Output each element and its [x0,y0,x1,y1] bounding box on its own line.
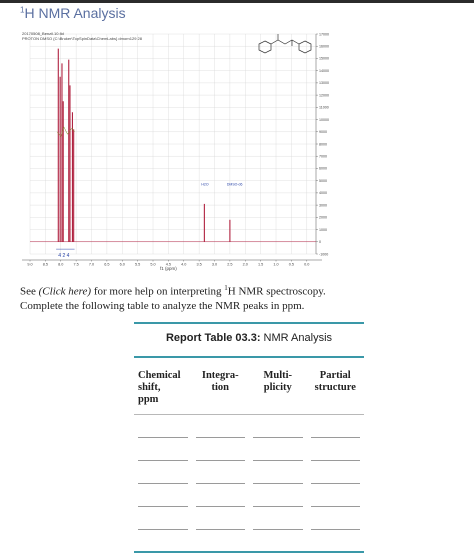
click-here-link[interactable]: (Click here) [38,285,92,298]
y-tick-label: 9000 [319,130,327,135]
y-tick-label: 10000 [319,117,329,122]
integration-input[interactable] [192,461,250,484]
x-tick-label: 4.5 [165,262,172,267]
integration-input[interactable] [192,507,250,530]
x-tick-label: 0.5 [288,262,295,267]
help-text: See (Click here) for more help on interpreting $^1$H NMR spectroscopy. [20,284,326,298]
table-input-row [134,461,364,484]
chemical-shift-input[interactable] [134,530,192,553]
y-tick-label: 6000 [319,166,327,171]
partial-structure-input[interactable] [307,461,365,484]
x-tick-label: 4.0 [181,262,187,267]
table-header-row [134,358,364,414]
peak-label-h2o: H2O [201,182,209,187]
y-tick-label: 16000 [319,44,329,49]
chemical-shift-input[interactable] [134,484,192,507]
x-tick-label: 0.0 [304,262,310,267]
table-input-row [134,507,364,530]
chemical-shift-input[interactable] [134,438,192,461]
x-tick-label: 1.0 [273,262,279,267]
chemical-shift-input[interactable] [134,415,192,438]
y-tick-label: 14000 [319,68,329,73]
header-chemical-shift: Chemical shift, ppm [138,370,181,405]
spectrum-background [18,28,340,274]
x-tick-label: 7.5 [73,262,79,267]
table-input-row [134,484,364,507]
page-title: $^1$H NMR Analysis [20,5,126,21]
partial-structure-input[interactable] [307,530,365,553]
x-tick-label: 5.5 [134,262,141,267]
x-tick-label: 7.0 [88,262,95,267]
chemical-shift-input[interactable] [134,461,192,484]
chemical-shift-input[interactable] [134,507,192,530]
header-integration: Integra- tion [201,370,239,393]
y-tick-label: 12000 [319,93,329,98]
multiplicity-input[interactable] [249,415,307,438]
partial-structure-input[interactable] [307,484,365,507]
y-tick-label: 5000 [319,178,327,183]
y-tick-label: 4000 [319,191,327,196]
x-tick-label: 9.0 [27,262,33,267]
multiplicity-input[interactable] [249,461,307,484]
x-tick-label: 8.5 [42,262,49,267]
multiplicity-input[interactable] [249,484,307,507]
table-input-row [134,530,364,553]
y-tick-label: 1000 [319,227,327,232]
integration-input[interactable] [192,415,250,438]
top-bar [0,0,474,3]
x-tick-label: 8.0 [58,262,64,267]
y-tick-label: 17000 [319,32,329,37]
y-tick-label: 8000 [319,142,327,147]
header-partial-structure: Partial structure [314,370,356,393]
x-tick-label: 1.5 [258,262,264,267]
spectrum-filename: 20170508_Benzil.10.fid [22,31,64,36]
integration-input[interactable] [192,530,250,553]
y-tick-label: 2000 [319,215,327,220]
y-tick-label: 15000 [319,56,329,61]
table-bottom-rule [134,551,364,553]
y-tick-label: 7000 [319,154,327,159]
table-input-row [134,415,364,438]
report-table-title: Report Table 03.3: NMR Analysis [165,332,333,344]
integral-values: 4 2 4 [58,253,70,259]
nmr-spectrum [18,28,340,274]
partial-structure-input[interactable] [307,438,365,461]
table-input-rows [134,415,364,553]
y-tick-label: 3000 [319,203,327,208]
header-multiplicity: Multi- plicity [263,370,293,393]
x-tick-label: 2.5 [227,262,233,267]
integration-input[interactable] [192,438,250,461]
table-input-row [134,438,364,461]
instruction-text: Complete the following table to analyze the NMR peaks in ppm. [20,300,305,312]
x-tick-label: 3.0 [211,262,218,267]
multiplicity-input[interactable] [249,438,307,461]
partial-structure-input[interactable] [307,415,365,438]
x-tick-label: 3.5 [196,262,202,267]
x-tick-label: 6.5 [104,262,110,267]
report-table [134,322,364,553]
multiplicity-input[interactable] [249,530,307,553]
spectrum-experiment: PROTON DMSO {C:\Bruker\TopSpinData\ChemLabs} dmorn129 28 [22,36,142,41]
y-tick-label: 0 [319,240,321,245]
y-tick-label: -1000 [319,252,329,257]
x-tick-label: 5.0 [150,262,156,267]
peak-label-dmso: DMSO-d6 [226,182,243,187]
y-tick-label: 11000 [319,105,329,110]
x-tick-label: 2.0 [242,262,248,267]
x-axis-label: f1 (ppm) [160,266,177,271]
x-tick-label: 6.0 [119,262,125,267]
y-tick-label: 13000 [319,81,329,86]
multiplicity-input[interactable] [249,507,307,530]
partial-structure-input[interactable] [307,507,365,530]
integration-input[interactable] [192,484,250,507]
